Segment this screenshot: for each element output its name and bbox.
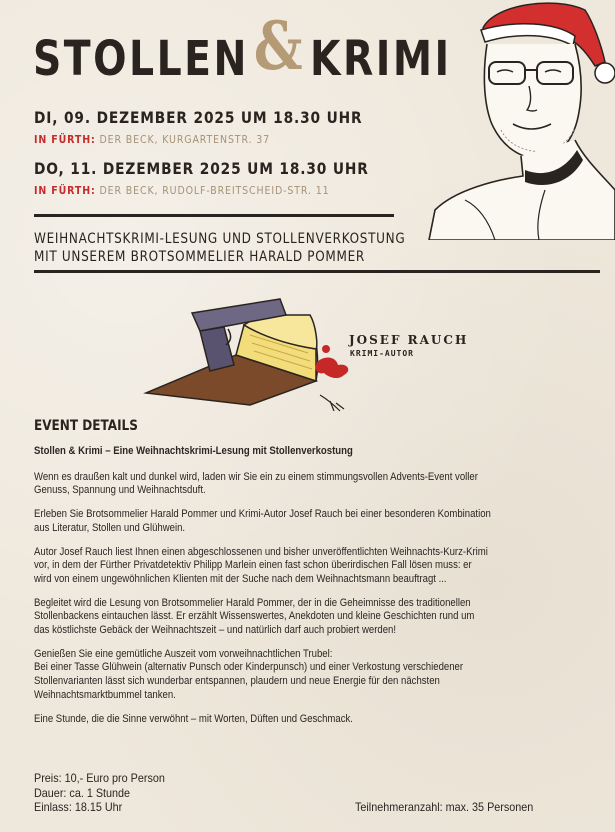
page-title — [33, 7, 452, 89]
top-divider — [34, 214, 394, 217]
event-details-heading: EVENT DETAILS — [34, 418, 138, 434]
event-city-2: IN FÜRTH: — [34, 184, 96, 197]
event-facts — [34, 771, 165, 815]
text-line: Erleben Sie Brotsommelier Harald Pommer und Krimi-Autor Josef Rauch bei einer besonderen Kombination — [34, 508, 491, 521]
text-line: Begleitet wird die Lesung von Brotsommelier Harald Pommer, der in die Geheimnisse des traditionellen — [34, 596, 471, 609]
blood-splat — [316, 358, 349, 379]
text-line: Genießen Sie eine gemütliche Auszeit vom vorweihnachtlichen Trubel: — [34, 647, 333, 660]
portrait-illustration — [425, 0, 615, 240]
title-ampersand: & — [253, 7, 306, 85]
event-location-2 — [34, 184, 329, 197]
text-line: Genuss, Spannung und Weihnachtsduft. — [34, 484, 206, 497]
gun-book-illustration — [140, 285, 370, 420]
text-line: aus Literatur, Stollen und Glühwein. — [34, 521, 186, 534]
text-line: Stollenvarianten lässt sich wunderbar entspannen, plaudern und neue Energie für den nächsten — [34, 675, 440, 688]
bottom-divider — [34, 270, 600, 273]
details-paragraph-2 — [34, 508, 572, 535]
subtitle — [34, 230, 405, 266]
event-city-1: IN FÜRTH: — [34, 133, 96, 146]
details-paragraph-5 — [34, 648, 572, 703]
text-line: Weihnachtsmarktbummel tanken. — [34, 688, 176, 701]
text-line: Wenn es draußen kalt und dunkel wird, laden wir Sie ein zu einem stimmungsvollen Advents-Event voller — [34, 470, 478, 483]
title-krimi: KRIMI — [310, 31, 452, 87]
event-date-2: DO, 11. DEZEMBER 2025 UM 18.30 UHR — [34, 159, 369, 178]
event-date-1: DI, 09. DEZEMBER 2025 UM 18.30 UHR — [34, 108, 363, 127]
event-details-body — [34, 445, 572, 736]
text-line: wird von einem ungewöhnlichen Klienten mit der Suche nach dem Weihnachtsmann beauftragt ... — [34, 572, 447, 585]
text-line: Autor Josef Rauch liest Ihnen einen abgeschlossenen und bisher unveröffentlichten Weihnachts-Kurz-Krimi — [34, 545, 488, 558]
duration-info: Dauer: ca. 1 Stunde — [34, 785, 131, 800]
details-paragraph-1 — [34, 471, 572, 498]
event-location-1 — [34, 133, 270, 146]
capacity-info: Teilnehmeranzahl: max. 35 Personen — [355, 800, 534, 814]
author-role: KRIMI-AUTOR — [350, 349, 414, 358]
text-line: Stollenbackens eintauchen lässt. Er erzählt Wissenswertes, Anekdoten und kleine Geschichten rund um — [34, 610, 475, 623]
title-stollen: STOLLEN — [33, 31, 249, 87]
details-paragraph-3 — [34, 546, 572, 587]
event-address-2: DER BECK, RUDOLF-BREITSCHEID-STR. 11 — [99, 184, 330, 197]
santa-hat-pompom — [595, 63, 615, 83]
details-paragraph-6 — [34, 713, 572, 727]
text-line: Eine Stunde, die die Sinne verwöhnt – mit Worten, Düften und Geschmack. — [34, 712, 353, 725]
event-address-1: DER BECK, KURGARTENSTR. 37 — [99, 133, 271, 146]
text-line: vor, in dem der Fürther Privatdetektiv Philipp Marlein einen fast schon überirdischen Fall lösen muss: er — [34, 559, 472, 572]
price-info: Preis: 10,- Euro pro Person — [34, 771, 165, 785]
entry-info: Einlass: 18.15 Uhr — [34, 800, 123, 815]
subtitle-line-2: MIT UNSEREM BROTSOMMELIER HARALD POMMER — [34, 249, 365, 265]
pistol-grip — [200, 327, 234, 371]
details-paragraph-4 — [34, 597, 572, 638]
author-name: JOSEF RAUCH — [349, 333, 469, 347]
text-line: das köstlichste Gebäck der Weihnachtszeit – und natürlich darf auch probiert werden! — [34, 624, 397, 637]
text-line: Bei einer Tasse Glühwein (alternativ Punsch oder Kinderpunsch) und einer Verkostung verschiedener — [34, 661, 464, 674]
subtitle-line-1: WEIHNACHTSKRIMI-LESUNG UND STOLLENVERKOSTUNG — [34, 231, 406, 247]
details-lead: Stollen & Krimi – Eine Weihnachtskrimi-Lesung mit Stollenverkostung — [34, 445, 353, 457]
